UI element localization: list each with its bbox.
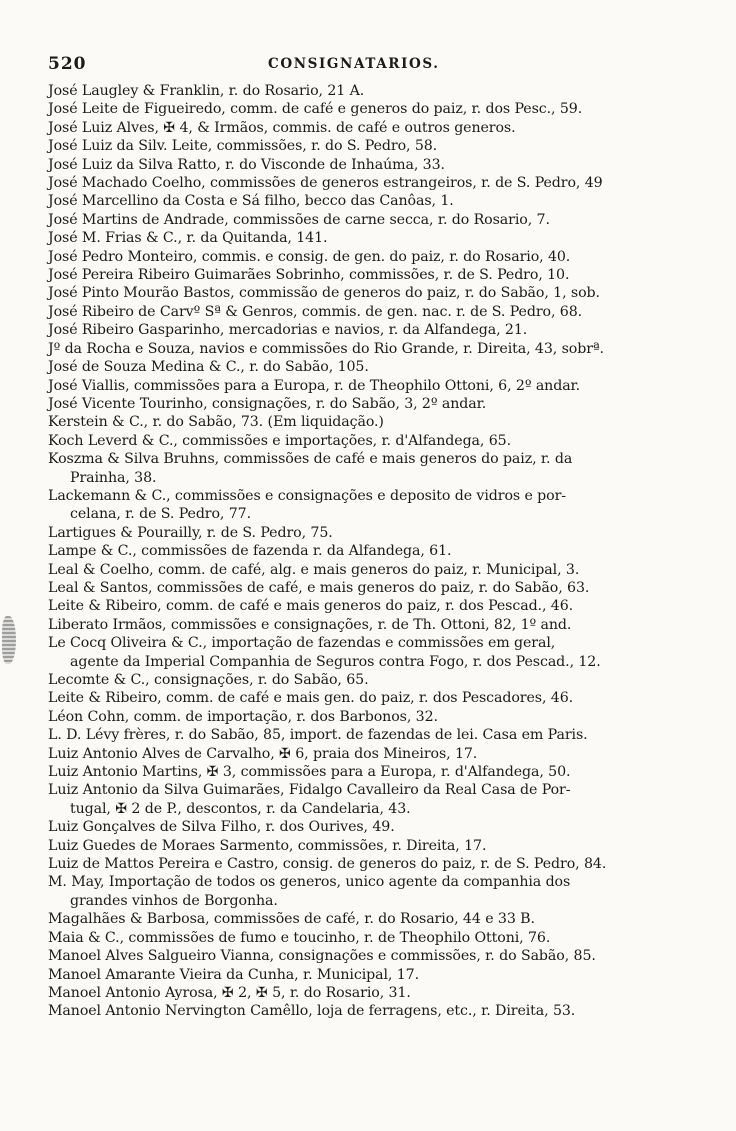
list-item: José Marcellino da Costa e Sá filho, becco das Canôas, 1. bbox=[48, 193, 454, 210]
list-item: Leal & Coelho, comm. de café, alg. e mais generos do paiz, r. Municipal, 3. bbox=[48, 561, 580, 578]
list-item: Luiz Antonio da Silva Guimarães, Fidalgo Cavalleiro da Real Casa de Por- bbox=[48, 782, 571, 799]
list-item: Jº da Rocha e Souza, navios e commissões do Rio Grande, r. Direita, 43, sobrª. bbox=[48, 340, 604, 357]
list-item: Manoel Amarante Vieira da Cunha, r. Municipal, 17. bbox=[48, 966, 419, 983]
list-item: José Viallis, commissões para a Europa, r. de Theophilo Ottoni, 6, 2º andar. bbox=[48, 377, 581, 394]
list-item: Koszma & Silva Bruhns, commissões de café e mais generos do paiz, r. da bbox=[48, 451, 573, 468]
list-item: Luiz Guedes de Moraes Sarmento, commissões, r. Direita, 17. bbox=[48, 837, 487, 854]
list-item: José Leite de Figueiredo, comm. de café e generos do paiz, r. dos Pesc., 59. bbox=[48, 101, 583, 118]
list-item: José Martins de Andrade, commissões de carne secca, r. do Rosario, 7. bbox=[48, 211, 550, 228]
list-item: Lartigues & Pourailly, r. de S. Pedro, 75. bbox=[48, 524, 333, 541]
list-item: José M. Frias & C., r. da Quitanda, 141. bbox=[48, 230, 328, 247]
list-item: Lecomte & C., consignações, r. do Sabão, 65. bbox=[48, 672, 369, 688]
list-item: Kerstein & C., r. do Sabão, 73. (Em liquidação.) bbox=[48, 414, 384, 431]
list-item: Lackemann & C., commissões e consignações e deposito de vidros e por- bbox=[48, 487, 566, 504]
list-item: José Luiz Alves, ✠ 4, & Irmãos, commis. de café e outros generos. bbox=[48, 119, 516, 136]
list-item: Magalhães & Barbosa, commissões de café, r. do Rosario, 44 e 33 B. bbox=[48, 911, 535, 928]
list-item: José Ribeiro de Carvº Sª & Genros, commis. de gen. nac. r. de S. Pedro, 68. bbox=[48, 303, 583, 320]
list-item: José Luiz da Silva Ratto, r. do Visconde de Inhaúma, 33. bbox=[48, 156, 445, 173]
list-item-continuation: celana, r. de S. Pedro, 77. bbox=[70, 506, 252, 523]
directory-list bbox=[48, 82, 698, 1021]
list-item: José Laugley & Franklin, r. do Rosario, 21 A. bbox=[48, 83, 365, 99]
list-item: Le Cocq Oliveira & C., importação de fazendas e commissões em geral, bbox=[48, 635, 556, 652]
page-header bbox=[48, 52, 688, 76]
list-item: José Luiz da Silv. Leite, commissões, r. do S. Pedro, 58. bbox=[48, 138, 438, 155]
list-item: Luiz Antonio Alves de Carvalho, ✠ 6, praia dos Mineiros, 17. bbox=[48, 745, 478, 762]
list-item: José Ribeiro Gasparinho, mercadorias e navios, r. da Alfandega, 21. bbox=[48, 322, 528, 339]
list-item: Maia & C., commissões de fumo e toucinho, r. de Theophilo Ottoni, 76. bbox=[48, 929, 551, 946]
list-item: Leite & Ribeiro, comm. de café e mais generos do paiz, r. dos Pescad., 46. bbox=[48, 598, 574, 615]
list-item: Luiz de Mattos Pereira e Castro, consig. de generos do paiz, r. de S. Pedro, 84. bbox=[48, 856, 607, 873]
list-item-continuation: agente da Imperial Companhia de Seguros contra Fogo, r. dos Pescad., 12. bbox=[70, 653, 601, 670]
list-item: Luiz Gonçalves de Silva Filho, r. dos Ourives, 49. bbox=[48, 819, 395, 836]
list-item-continuation: tugal, ✠ 2 de P., descontos, r. da Candelaria, 43. bbox=[70, 800, 411, 817]
page-edge-ornament bbox=[2, 616, 16, 664]
list-item: Manoel Antonio Nervington Camêllo, loja de ferragens, etc., r. Direita, 53. bbox=[48, 1003, 576, 1020]
list-item-continuation: grandes vinhos de Borgonha. bbox=[70, 892, 278, 909]
list-item: Koch Leverd & C., commissões e importações, r. d'Alfandega, 65. bbox=[48, 432, 511, 449]
page-number: 520 bbox=[48, 54, 87, 74]
list-item: Léon Cohn, comm. de importação, r. dos Barbonos, 32. bbox=[48, 708, 438, 725]
list-item: José de Souza Medina & C., r. do Sabão, 105. bbox=[48, 359, 369, 376]
list-item: José Vicente Tourinho, consignações, r. do Sabão, 3, 2º andar. bbox=[48, 395, 487, 412]
list-item: M. May, Importação de todos os generos, unico agente da companhia dos bbox=[48, 874, 571, 891]
list-item: Luiz Antonio Martins, ✠ 3, commissões para a Europa, r. d'Alfandega, 50. bbox=[48, 764, 571, 781]
list-item: José Pinto Mourão Bastos, commissão de generos do paiz, r. do Sabão, 1, sob. bbox=[48, 285, 600, 302]
list-item: Manoel Antonio Ayrosa, ✠ 2, ✠ 5, r. do Rosario, 31. bbox=[48, 984, 411, 1001]
list-item: José Pedro Monteiro, commis. e consig. de gen. do paiz, r. do Rosario, 40. bbox=[48, 248, 571, 265]
list-item: L. D. Lévy frères, r. do Sabão, 85, import. de fazendas de lei. Casa em Paris. bbox=[48, 727, 588, 744]
list-item: Liberato Irmãos, commissões e consignações, r. de Th. Ottoni, 82, 1º and. bbox=[48, 616, 572, 633]
list-item: Leal & Santos, commissões de café, e mais generos do paiz, r. do Sabão, 63. bbox=[48, 579, 590, 596]
running-title: CONSIGNATARIOS. bbox=[268, 56, 440, 72]
list-item: Leite & Ribeiro, comm. de café e mais gen. do paiz, r. dos Pescadores, 46. bbox=[48, 690, 574, 707]
list-item: José Machado Coelho, commissões de generos estrangeiros, r. de S. Pedro, 49 bbox=[48, 175, 603, 192]
list-item: José Pereira Ribeiro Guimarães Sobrinho, commissões, r. de S. Pedro, 10. bbox=[48, 267, 570, 284]
list-item-continuation: Prainha, 38. bbox=[70, 469, 157, 486]
list-item: Manoel Alves Salgueiro Vianna, consignações e commissões, r. do Sabão, 85. bbox=[48, 948, 596, 965]
list-item: Lampe & C., commissões de fazenda r. da Alfandega, 61. bbox=[48, 543, 452, 560]
